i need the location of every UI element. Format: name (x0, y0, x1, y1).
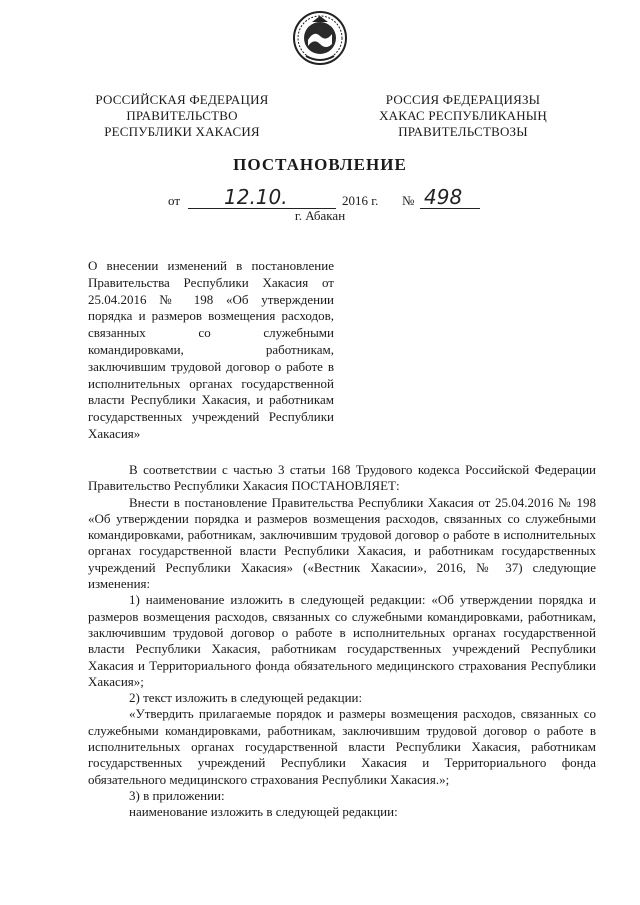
date-number-line (168, 185, 488, 209)
body-paragraph: 2) текст изложить в следующей редакции: (129, 690, 363, 706)
body-paragraph: 1) наименование изложить в следующей редакции: «Об утверждении порядка и размеров возмещения расходов, связанных со служебными командировками, работникам, заключившим трудовой договор о работе в исполнительных органах государственной власти Республики Хакасия, работникам государственных учреждений Республики Хакасия и Территориального фонда обязательного медицинского страхования Республики Хакасия»; (88, 592, 596, 689)
body-paragraph: Внести в постановление Правительства Республики Хакасия от 25.04.2016 № 198 «Об утверждении порядка и размеров возмещения расходов, связанных со служебными командировками, работникам, заключившим трудовой договор о работе в исполнительных органах государственной власти Республики Хакасия, и работникам государственных учреждений Республики Хакасия» («Вестник Хакасии», 2016, № 37) следующие изменения: (88, 494, 596, 592)
date-prefix: от (168, 193, 181, 208)
handwritten-number: 498 (424, 185, 463, 209)
header-right-line: ПРАВИТЕЛЬСТВОЗЫ (398, 124, 528, 139)
header-right (358, 92, 568, 140)
body-paragraph: наименование изложить в следующей редакции: (129, 804, 398, 820)
year-label: 2016 г. (342, 193, 379, 208)
body-paragraph: «Утвердить прилагаемые порядок и размеры возмещения расходов, связанных со служебными командировками, работникам, заключившим трудовой договор о работе в исполнительных органах государственной власти Республики Хакасия, работникам государственных учреждений Республики Хакасия и Территориального фонда обязательного медицинского страхования Республики Хакасия.»; (88, 706, 596, 787)
header-right-line: РОССИЯ ФЕДЕРАЦИЯЗЫ (385, 92, 541, 107)
city-label: г. Абакан (294, 208, 346, 223)
body-paragraph: 3) в приложении: (129, 787, 225, 803)
header-left-line: ПРАВИТЕЛЬСТВО (126, 108, 238, 123)
handwritten-date: 12.10. (224, 185, 288, 209)
coat-of-arms-emblem (292, 10, 348, 66)
header-left (84, 92, 280, 140)
header-left-line: РОССИЙСКАЯ ФЕДЕРАЦИЯ (95, 92, 269, 107)
document-title: ПОСТАНОВЛЕНИЕ (233, 155, 407, 174)
subject-block: О внесении изменений в постановление Правительства Республики Хакасия от 25.04.2016 № 198 «Об утверждении порядка и размеров возмещения расходов, связанных со служебными командировками, работникам, заключившим трудовой договор о работе в исполнительных органах государственной власти Республики Хакасия, и работникам государственных учреждений Республики Хакасия» (88, 258, 334, 441)
document-body (88, 462, 596, 821)
header-right-line: ХАКАС РЕСПУБЛИКАНЫҢ (379, 108, 547, 123)
number-sign: № (402, 193, 415, 208)
body-paragraph: В соответствии с частью 3 статьи 168 Трудового кодекса Российской Федерации Правительство Республики Хакасия ПОСТАНОВЛЯЕТ: (88, 462, 596, 494)
header-left-line: РЕСПУБЛИКИ ХАКАСИЯ (104, 124, 260, 139)
